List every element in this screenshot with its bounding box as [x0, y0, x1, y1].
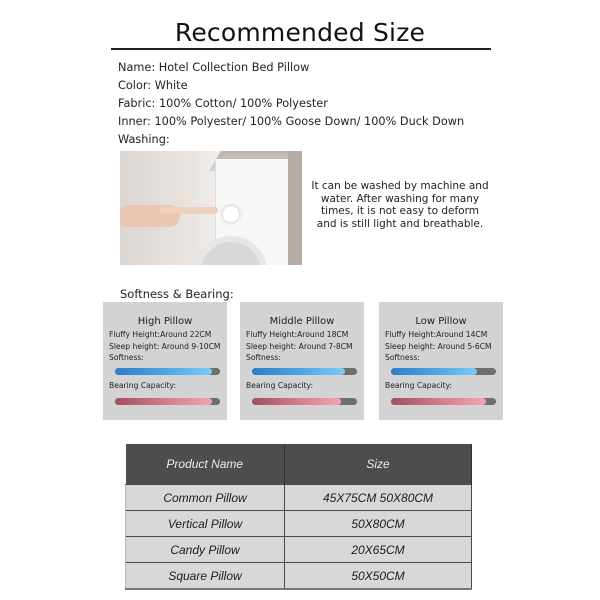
fluffy-height: Fluffy Height:Around 14CM [385, 330, 488, 339]
softness-label: Softness: [246, 353, 281, 362]
machine-dial-icon [223, 206, 239, 222]
header-size: Size [285, 444, 472, 485]
table-row [126, 537, 472, 563]
size-cell: 45X75CM 50X80CM [285, 485, 472, 511]
bearing-bar [391, 398, 496, 405]
product-name-cell: Vertical Pillow [126, 511, 285, 537]
product-name-cell: Common Pillow [126, 485, 285, 511]
bearing-label: Bearing Capacity: [385, 381, 453, 390]
header-product-name: Product Name [126, 444, 285, 485]
pillow-card-high [103, 302, 227, 420]
size-cell: 20X65CM [285, 537, 472, 563]
softness-bar [115, 368, 220, 375]
size-cell: 50X50CM [285, 563, 472, 590]
pillow-card-title: Middle Pillow [269, 316, 335, 327]
bearing-bar [252, 398, 357, 405]
softness-section-label: Softness & Bearing: [120, 287, 234, 301]
pillow-card-title: High Pillow [137, 316, 193, 327]
spec-name: Name: Hotel Collection Bed Pillow [118, 61, 310, 74]
pillow-card-title: Low Pillow [415, 316, 467, 327]
softness-label: Softness: [109, 353, 144, 362]
bearing-label: Bearing Capacity: [109, 381, 177, 390]
bearing-label: Bearing Capacity: [246, 381, 314, 390]
pillow-card-middle [240, 302, 364, 420]
fluffy-height: Fluffy Height:Around 18CM [246, 330, 349, 339]
spec-washing: Washing: [118, 133, 170, 146]
washing-machine-photo [120, 151, 302, 265]
product-name-cell: Square Pillow [126, 563, 285, 590]
spec-inner: Inner: 100% Polyester/ 100% Goose Down/ 100% Duck Down [118, 115, 465, 128]
table-row [126, 511, 472, 537]
table-row [126, 563, 472, 590]
sleep-height: Sleep height: Around 9-10CM [109, 342, 221, 351]
table-row [126, 485, 472, 511]
spec-color: Color: White [118, 79, 188, 92]
pillow-card-low [379, 302, 503, 420]
size-cell: 50X80CM [285, 511, 472, 537]
sleep-height: Sleep height: Around 7-8CM [246, 342, 353, 351]
sleep-height: Sleep height: Around 5-6CM [385, 342, 492, 351]
washing-description: It can be washed by machine and water. After washing for many times, it is not easy to deform and is still light and breathable. [311, 180, 489, 230]
bearing-bar [115, 398, 220, 405]
title-divider [111, 48, 491, 50]
softness-bar [391, 368, 496, 375]
softness-label: Softness: [385, 353, 420, 362]
size-table [125, 444, 472, 590]
spec-fabric: Fabric: 100% Cotton/ 100% Polyester [118, 97, 328, 110]
softness-bar [252, 368, 357, 375]
page-title: Recommended Size [174, 18, 426, 47]
fluffy-height: Fluffy Height:Around 22CM [109, 330, 212, 339]
table-header-row [126, 444, 472, 485]
product-name-cell: Candy Pillow [126, 537, 285, 563]
